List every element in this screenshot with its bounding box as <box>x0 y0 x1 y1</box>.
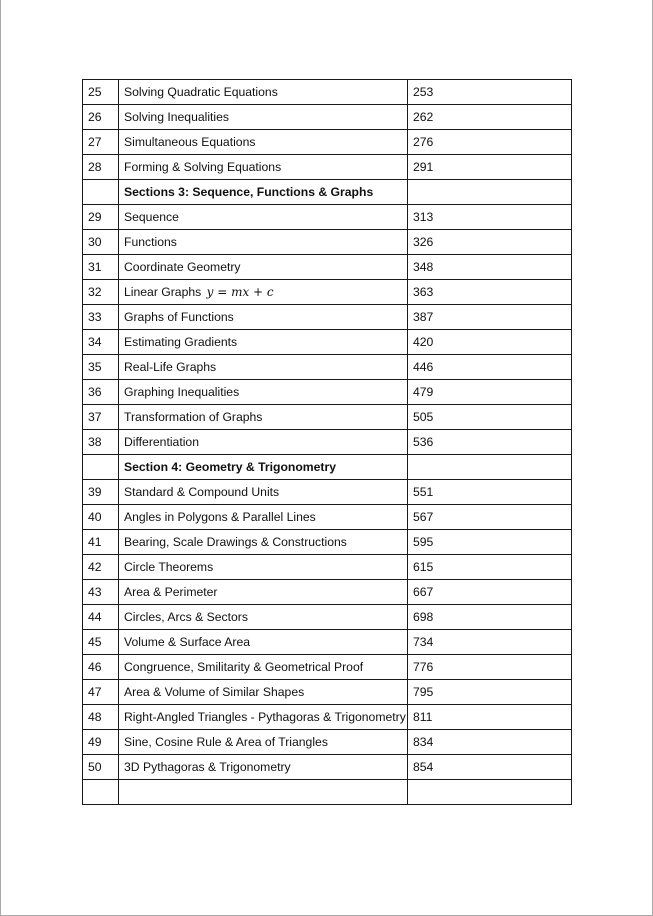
page-number <box>408 180 572 205</box>
chapter-title-text: Section 4: Geometry & Trigonometry <box>124 460 336 474</box>
chapter-title <box>119 155 408 180</box>
toc-section-row <box>83 455 572 480</box>
chapter-title <box>119 680 408 705</box>
toc-row <box>83 330 572 355</box>
chapter-title-text: Standard & Compound Units <box>124 485 280 499</box>
chapter-title-text: Graphs of Functions <box>124 310 234 324</box>
page-number: 479 <box>408 380 572 405</box>
page-number <box>408 780 572 805</box>
chapter-number: 33 <box>83 305 119 330</box>
section-heading <box>119 455 408 480</box>
chapter-title <box>119 430 408 455</box>
toc-row <box>83 705 572 730</box>
chapter-number: 32 <box>83 280 119 305</box>
chapter-title <box>119 755 408 780</box>
toc-row <box>83 430 572 455</box>
chapter-number: 37 <box>83 405 119 430</box>
chapter-title-text: Graphing Inequalities <box>124 385 240 399</box>
chapter-title-text: Solving Inequalities <box>124 110 230 124</box>
toc-row <box>83 230 572 255</box>
chapter-title <box>119 255 408 280</box>
page-number: 253 <box>408 80 572 105</box>
chapter-number: 40 <box>83 505 119 530</box>
page-number: 326 <box>408 230 572 255</box>
chapter-title <box>119 780 408 805</box>
toc-row <box>83 105 572 130</box>
chapter-title-text: Simultaneous Equations <box>124 135 256 149</box>
page-number: 536 <box>408 430 572 455</box>
chapter-title <box>119 280 408 305</box>
page-number: 363 <box>408 280 572 305</box>
chapter-number: 44 <box>83 605 119 630</box>
chapter-number: 49 <box>83 730 119 755</box>
chapter-title <box>119 230 408 255</box>
chapter-title <box>119 730 408 755</box>
page-number: 505 <box>408 405 572 430</box>
chapter-number <box>83 780 119 805</box>
chapter-title <box>119 205 408 230</box>
toc-row <box>83 680 572 705</box>
toc-row <box>83 605 572 630</box>
toc-row <box>83 255 572 280</box>
chapter-title-text: Area & Perimeter <box>124 585 218 599</box>
page-number: 387 <box>408 305 572 330</box>
toc-row <box>83 130 572 155</box>
page-number: 348 <box>408 255 572 280</box>
toc-row <box>83 80 572 105</box>
page-number: 834 <box>408 730 572 755</box>
chapter-number: 27 <box>83 130 119 155</box>
chapter-number: 36 <box>83 380 119 405</box>
chapter-number: 47 <box>83 680 119 705</box>
toc-row <box>83 480 572 505</box>
chapter-number: 48 <box>83 705 119 730</box>
chapter-title-text: Forming & Solving Equations <box>124 160 282 174</box>
math-equation: y = mx + c <box>206 285 274 299</box>
toc-row <box>83 355 572 380</box>
chapter-title <box>119 305 408 330</box>
chapter-title-text: Differentiation <box>124 435 199 449</box>
chapter-number: 50 <box>83 755 119 780</box>
chapter-title <box>119 555 408 580</box>
chapter-number: 29 <box>83 205 119 230</box>
page-number: 262 <box>408 105 572 130</box>
page-number: 291 <box>408 155 572 180</box>
chapter-title-text: 3D Pythagoras & Trigonometry <box>124 760 291 774</box>
chapter-title <box>119 480 408 505</box>
chapter-number: 45 <box>83 630 119 655</box>
page-number: 811 <box>408 705 572 730</box>
chapter-number: 46 <box>83 655 119 680</box>
chapter-title-text: Volume & Surface Area <box>124 635 251 649</box>
chapter-title <box>119 405 408 430</box>
chapter-number: 43 <box>83 580 119 605</box>
table-of-contents <box>82 79 572 805</box>
chapter-number: 41 <box>83 530 119 555</box>
toc-row <box>83 505 572 530</box>
chapter-title <box>119 655 408 680</box>
toc-row <box>83 655 572 680</box>
chapter-number: 35 <box>83 355 119 380</box>
page-number: 551 <box>408 480 572 505</box>
chapter-title-text: Real-Life Graphs <box>124 360 217 374</box>
chapter-title-text: Linear Graphs <box>124 285 202 299</box>
chapter-title <box>119 380 408 405</box>
chapter-title-text: Transformation of Graphs <box>124 410 263 424</box>
chapter-title <box>119 105 408 130</box>
chapter-number <box>83 180 119 205</box>
chapter-number: 39 <box>83 480 119 505</box>
toc-row <box>83 630 572 655</box>
chapter-title <box>119 130 408 155</box>
page-number: 734 <box>408 630 572 655</box>
toc-row <box>83 380 572 405</box>
chapter-number: 28 <box>83 155 119 180</box>
chapter-number: 31 <box>83 255 119 280</box>
chapter-title-text: Angles in Polygons & Parallel Lines <box>124 510 316 524</box>
chapter-title <box>119 705 408 730</box>
chapter-title-text: Sequence <box>124 210 179 224</box>
page-number: 615 <box>408 555 572 580</box>
page-number: 420 <box>408 330 572 355</box>
section-heading <box>119 180 408 205</box>
toc-row <box>83 280 572 305</box>
chapter-title-text: Functions <box>124 235 177 249</box>
chapter-title-text: Congruence, Smilitarity & Geometrical Proof <box>124 660 364 674</box>
chapter-title-text: Coordinate Geometry <box>124 260 241 274</box>
page-number: 446 <box>408 355 572 380</box>
toc-section-row <box>83 180 572 205</box>
page-number: 313 <box>408 205 572 230</box>
toc-row <box>83 530 572 555</box>
page-number: 595 <box>408 530 572 555</box>
chapter-title <box>119 630 408 655</box>
page-number: 567 <box>408 505 572 530</box>
page-number: 854 <box>408 755 572 780</box>
toc-row <box>83 580 572 605</box>
toc-row <box>83 755 572 780</box>
page-number: 667 <box>408 580 572 605</box>
page-number: 776 <box>408 655 572 680</box>
toc-blank-row <box>83 780 572 805</box>
page-number <box>408 455 572 480</box>
toc-row <box>83 205 572 230</box>
page-number: 698 <box>408 605 572 630</box>
chapter-title-text: Solving Quadratic Equations <box>124 85 278 99</box>
toc-row <box>83 555 572 580</box>
chapter-number: 25 <box>83 80 119 105</box>
chapter-title-text: Right-Angled Triangles - Pythagoras & Trigonometry <box>124 710 406 724</box>
chapter-title-text: Bearing, Scale Drawings & Constructions <box>124 535 347 549</box>
chapter-number: 42 <box>83 555 119 580</box>
page-number: 795 <box>408 680 572 705</box>
chapter-title <box>119 355 408 380</box>
chapter-number <box>83 455 119 480</box>
toc-row <box>83 305 572 330</box>
chapter-number: 34 <box>83 330 119 355</box>
chapter-title <box>119 330 408 355</box>
toc-row <box>83 405 572 430</box>
chapter-title-text: Area & Volume of Similar Shapes <box>124 685 305 699</box>
page-number: 276 <box>408 130 572 155</box>
chapter-title-text: Sine, Cosine Rule & Area of Triangles <box>124 735 328 749</box>
chapter-number: 26 <box>83 105 119 130</box>
chapter-number: 38 <box>83 430 119 455</box>
chapter-title <box>119 505 408 530</box>
chapter-title-text: Circles, Arcs & Sectors <box>124 610 248 624</box>
toc-body <box>83 80 572 805</box>
toc-row <box>83 730 572 755</box>
chapter-title <box>119 80 408 105</box>
toc-row <box>83 155 572 180</box>
chapter-title-text: Estimating Gradients <box>124 335 238 349</box>
chapter-title-text: Circle Theorems <box>124 560 214 574</box>
chapter-number: 30 <box>83 230 119 255</box>
chapter-title <box>119 605 408 630</box>
chapter-title-text: Sections 3: Sequence, Functions & Graphs <box>124 185 374 199</box>
chapter-title <box>119 530 408 555</box>
chapter-title <box>119 580 408 605</box>
